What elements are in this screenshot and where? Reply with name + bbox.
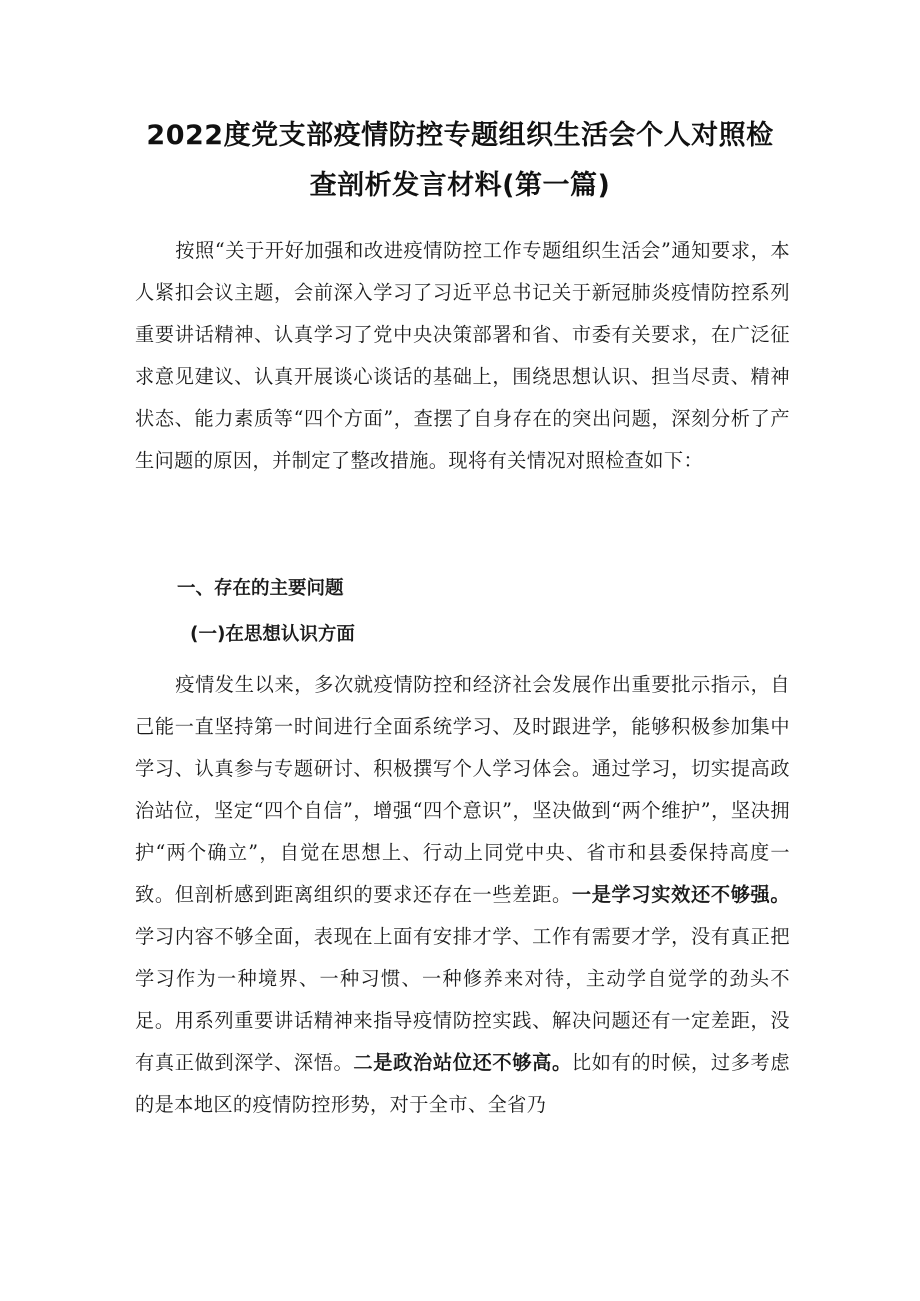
document-title-line-2: 查剖析发言材料(第一篇) — [309, 170, 611, 201]
point-two-bold: 二是政治站位还不够高。 — [353, 1051, 572, 1074]
intro-paragraph — [135, 230, 790, 482]
intro-paragraph-text: 按照“关于开好加强和改进疫情防控工作专题组织生活会”通知要求，本人紧扣会议主题，会前深入学习了习近平总书记关于新冠肺炎疫情防控系列重要讲话精神、认真学习了党中央决策部署和省、市委有关要求，在广泛征求意见建议、认真开展谈心谈话的基础上，围绕思想认识、担当尽责、精神状态、能力素质等“四个方面”，查摆了自身存在的突出问题，深刻分析了产生问题的原因，并制定了整改措施。现将有关情况对照检查如下： — [135, 239, 790, 472]
ideological-paragraph — [135, 664, 790, 1126]
point-one-bold: 一是学习实效还不够强。 — [571, 883, 790, 906]
ideological-paragraph-text-1: 疫情发生以来，多次就疫情防控和经济社会发展作出重要批示指示，自己能一直坚持第一时间进行全面系统学习、及时跟进学，能够积极参加集中学习、认真参与专题研讨、积极撰写个人学习体会。通过学习，切实提高政治站位，坚定“四个自信”，增强“四个意识”，坚决做到“两个维护”，坚决拥护“两个确立”，自觉在思想上、行动上同党中央、省市和县委保持高度一致。但剖析感到距离组织的要求还存在一些差距。 — [135, 673, 790, 906]
document-title-line-1: 2022度党支部疫情防控专题组织生活会个人对照检 — [146, 120, 774, 151]
subsection-heading-ideological: (一)在思想认识方面 — [190, 624, 355, 645]
section-heading-main-problems: 一、存在的主要问题 — [177, 578, 344, 599]
ideological-paragraph-text-2: 学习内容不够全面，表现在上面有安排才学、工作有需要才学，没有真正把学习作为一种境界、一种习惯、一种修养来对待，主动学自觉学的劲头不足。用系列重要讲话精神来指导疫情防控实践、解决问题还有一定差距，没有真正做到深学、深悟。 — [135, 925, 790, 1074]
ideological-paragraph-text-3: 比如有的时候，过多考虑的是本地区的疫情防控形势，对于全市、全省乃 — [135, 1051, 790, 1116]
